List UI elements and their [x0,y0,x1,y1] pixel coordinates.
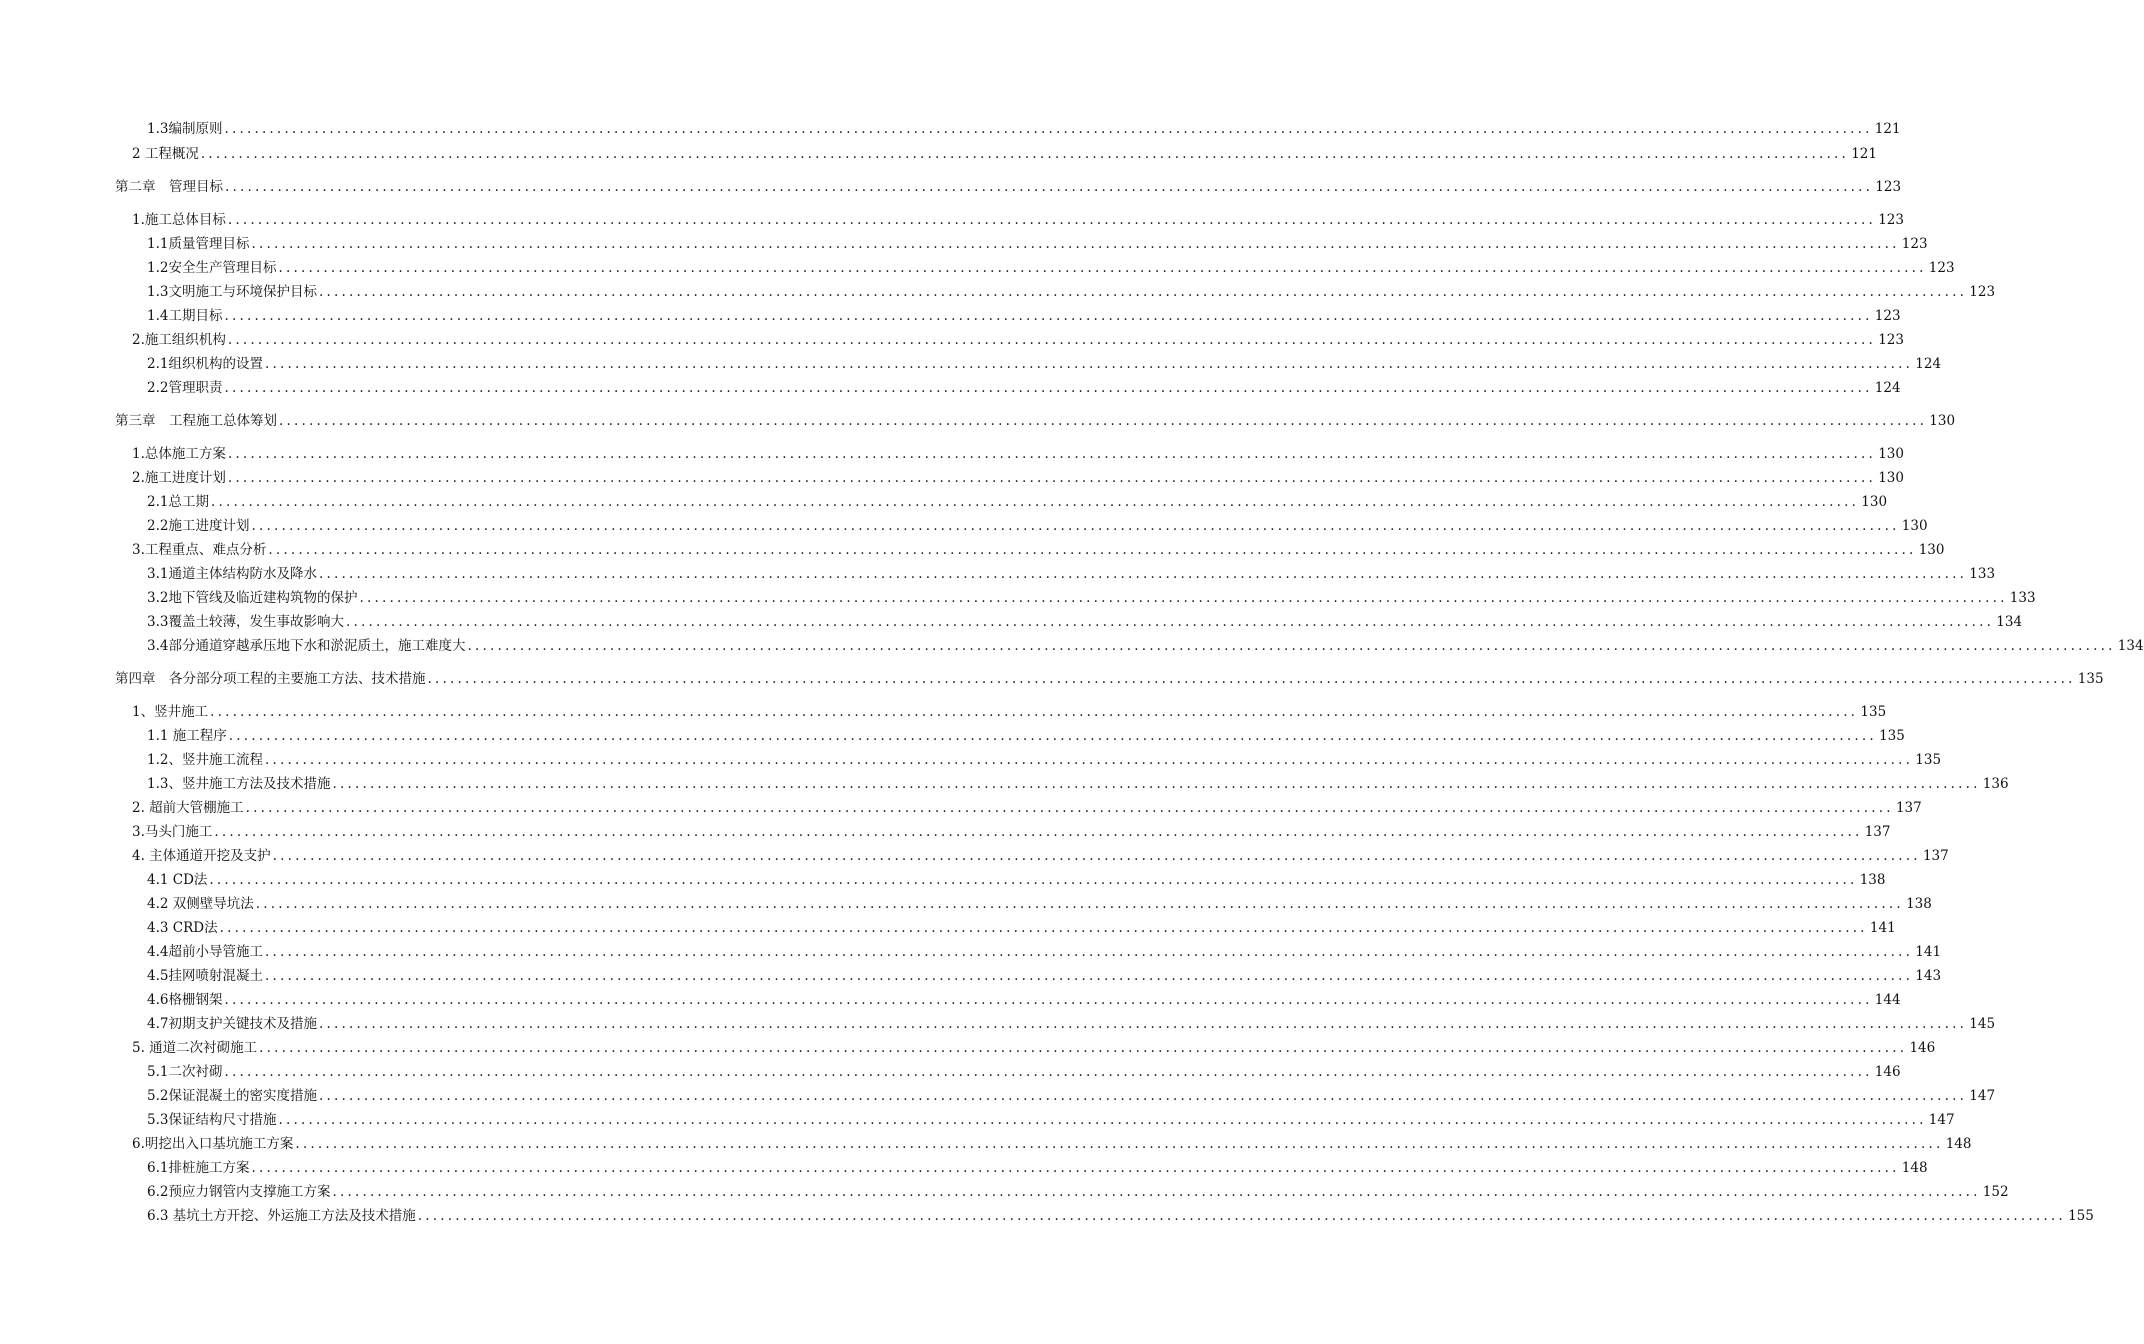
toc-entry-page-number: 146 [1909,1040,1936,1056]
dot-leader: ............................................................................................................................................................................................................................ [318,1016,1968,1032]
toc-entry-page-number: 141 [1915,944,1942,960]
dot-leader: ............................................................................................................................................................................................................................ [251,236,1900,252]
toc-entry-page-number: 135 [1915,752,1942,768]
toc-entry-page-number: 138 [1906,896,1932,912]
dot-leader: ............................................................................................................................................................................................................................ [227,470,1876,486]
dot-leader: ............................................................................................................................................................................................................................ [318,1088,1968,1104]
toc-entry[interactable] [147,565,1996,583]
toc-entry-title: 3.4部分通道穿越承压地下水和淤泥质土，施工难度大 [147,638,466,654]
toc-entry-title: 6.1排桩施工方案 [147,1160,250,1176]
toc-entry-page-number: 147 [1969,1088,1996,1104]
dot-leader: ............................................................................................................................................................................................................................ [278,1112,1927,1128]
dot-leader: ............................................................................................................................................................................................................................ [214,824,1863,840]
dot-leader: ............................................................................................................................................................................................................................ [264,752,1914,768]
dot-leader: ............................................................................................................................................................................................................................ [227,212,1876,228]
toc-entry[interactable] [132,541,1945,559]
toc-entry[interactable] [147,283,1996,301]
toc-entry-page-number: 121 [1874,121,1901,137]
toc-entry[interactable] [147,919,1896,937]
toc-entry[interactable] [147,895,1932,913]
toc-entry-title: 3.1通道主体结构防水及降水 [147,566,317,582]
dot-leader: ............................................................................................................................................................................................................................ [359,590,2008,606]
toc-entry-page-number: 136 [1982,776,2009,792]
toc-entry[interactable] [147,1159,1928,1177]
toc-entry-page-number: 148 [1945,1136,1972,1152]
toc-entry-page-number: 141 [1869,920,1896,936]
toc-entry-page-number: 155 [2068,1208,2094,1224]
toc-entry[interactable] [147,307,1901,325]
dot-leader: ............................................................................................................................................................................................................................ [210,704,1859,720]
toc-entry-page-number: 137 [1922,848,1949,864]
toc-entry-page-number: 130 [1878,470,1904,486]
toc-entry-title: 3.工程重点、难点分析 [132,542,267,558]
toc-entry[interactable] [115,412,1956,430]
toc-entry-page-number: 123 [1901,236,1928,252]
toc-entry-page-number: 123 [1878,332,1904,348]
toc-entry-page-number: 130 [1918,542,1945,558]
toc-entry-title: 3.2地下管线及临近建构筑物的保护 [147,590,358,606]
toc-entry-page-number: 124 [1874,380,1901,396]
toc-entry-page-number: 123 [1878,212,1904,228]
toc-entry-title: 2.施工组织机构 [132,332,226,348]
toc-entry[interactable] [132,703,1887,721]
toc-entry-page-number: 144 [1874,992,1901,1008]
toc-entry-title: 1.3文明施工与环境保护目标 [147,284,317,300]
dot-leader: ............................................................................................................................................................................................................................ [200,146,1849,162]
toc-entry-page-number: 143 [1915,968,1942,984]
toc-entry-page-number: 133 [2009,590,2036,606]
toc-entry-page-number: 123 [1875,179,1902,195]
toc-entry[interactable] [132,469,1904,487]
toc-entry[interactable] [147,613,2023,631]
dot-leader: ............................................................................................................................................................................................................................ [295,1136,1944,1152]
dot-leader: ............................................................................................................................................................................................................................ [224,308,1873,324]
toc-entry[interactable] [147,493,1888,511]
toc-entry-title: 5.2保证混凝土的密实度措施 [147,1088,317,1104]
toc-entry-page-number: 137 [1864,824,1891,840]
toc-entry[interactable] [147,1183,2009,1201]
toc-entry-title: 4.5挂网喷射混凝土 [147,968,263,984]
dot-leader: ............................................................................................................................................................................................................................ [245,800,1894,816]
dot-leader: ............................................................................................................................................................................................................................ [210,494,1860,510]
dot-leader: ............................................................................................................................................................................................................................ [278,260,1927,276]
toc-entry[interactable] [132,799,1922,817]
dot-leader: ............................................................................................................................................................................................................................ [224,380,1873,396]
toc-entry-page-number: 138 [1859,872,1886,888]
toc-entry[interactable] [132,445,1904,463]
dot-leader: ............................................................................................................................................................................................................................ [417,1208,2066,1224]
toc-entry[interactable] [147,259,1955,277]
toc-entry[interactable] [147,727,1905,745]
toc-entry[interactable] [132,145,1877,163]
toc-entry[interactable] [147,991,1901,1009]
toc-entry[interactable] [115,178,1902,196]
toc-entry-title: 第三章 工程施工总体筹划 [115,413,277,429]
toc-entry-title: 4.2 双侧壁导坑法 [147,896,254,912]
toc-entry-title: 1.2安全生产管理目标 [147,260,277,276]
toc-entry[interactable] [147,751,1942,769]
dot-leader: ............................................................................................................................................................................................................................ [268,542,1917,558]
toc-entry[interactable] [147,775,2009,793]
toc-entry-title: 2.2管理职责 [147,380,223,396]
dot-leader: ............................................................................................................................................................................................................................ [332,1184,1981,1200]
dot-leader: ............................................................................................................................................................................................................................ [224,121,1873,137]
toc-entry-page-number: 130 [1929,413,1956,429]
dot-leader: ............................................................................................................................................................................................................................ [318,566,1968,582]
toc-entry[interactable] [147,1207,2094,1225]
toc-entry[interactable] [147,379,1901,397]
toc-entry-title: 2. 超前大管棚施工 [132,800,244,816]
toc-entry-title: 6.明挖出入口基坑施工方案 [132,1136,294,1152]
toc-entry[interactable] [132,1135,1972,1153]
dot-leader: ............................................................................................................................................................................................................................ [264,968,1914,984]
toc-entry[interactable] [147,871,1886,889]
dot-leader: ............................................................................................................................................................................................................................ [228,728,1877,744]
toc-entry-page-number: 121 [1851,146,1877,162]
toc-entry-page-number: 134 [2117,638,2144,654]
dot-leader: ............................................................................................................................................................................................................................ [279,413,1928,429]
dot-leader: ............................................................................................................................................................................................................................ [264,944,1914,960]
toc-entry-page-number: 123 [1874,308,1901,324]
toc-entry-title: 1.3、竖井施工方法及技术措施 [147,776,331,792]
toc-entry-page-number: 123 [1928,260,1955,276]
toc-entry-title: 6.3 基坑土方开挖、外运施工方法及技术措施 [147,1208,416,1224]
toc-entry[interactable] [147,637,2144,655]
toc-entry[interactable] [132,331,1904,349]
toc-entry-page-number: 145 [1969,1016,1996,1032]
toc-entry-page-number: 123 [1969,284,1996,300]
toc-entry-title: 4.1 CD法 [147,872,208,888]
dot-leader: ............................................................................................................................................................................................................................ [225,179,1874,195]
toc-entry-page-number: 130 [1878,446,1904,462]
toc-entry-title: 4.4超前小导管施工 [147,944,263,960]
toc-entry[interactable] [132,847,1949,865]
toc-entry[interactable] [147,1111,1955,1129]
dot-leader: ............................................................................................................................................................................................................................ [227,332,1876,348]
toc-entry-title: 3.马头门施工 [132,824,213,840]
toc-entry-title: 3.3覆盖土较薄，发生事故影响大 [147,614,344,630]
dot-leader: ............................................................................................................................................................................................................................ [227,446,1876,462]
toc-entry-title: 2 工程概况 [132,146,199,162]
toc-entry-title: 1.2、竖井施工流程 [147,752,263,768]
dot-leader: ............................................................................................................................................................................................................................ [224,1064,1873,1080]
toc-entry-page-number: 152 [1982,1184,2009,1200]
toc-entry-title: 5.1二次衬砌 [147,1064,223,1080]
toc-entry-page-number: 148 [1901,1160,1928,1176]
dot-leader: ............................................................................................................................................................................................................................ [332,776,1981,792]
toc-entry-title: 1.3编制原则 [147,121,223,137]
toc-entry[interactable] [115,670,2104,688]
toc-entry[interactable] [147,1063,1901,1081]
toc-entry-page-number: 135 [1879,728,1905,744]
dot-leader: ............................................................................................................................................................................................................................ [251,518,1900,534]
toc-entry-title: 1、竖井施工 [132,704,209,720]
dot-leader: ............................................................................................................................................................................................................................ [318,284,1968,300]
toc-entry-title: 6.2预应力钢管内支撑施工方案 [147,1184,331,1200]
toc-entry-page-number: 130 [1901,518,1928,534]
dot-leader: ............................................................................................................................................................................................................................ [219,920,1868,936]
toc-entry-title: 1.施工总体目标 [132,212,226,228]
dot-leader: ............................................................................................................................................................................................................................ [251,1160,1900,1176]
toc-entry-title: 1.4工期目标 [147,308,223,324]
dot-leader: ............................................................................................................................................................................................................................ [209,872,1858,888]
toc-entry[interactable] [147,1087,1996,1105]
toc-entry-title: 第二章 管理目标 [115,179,223,195]
toc-entry-page-number: 146 [1874,1064,1901,1080]
toc-entry-title: 5.3保证结构尺寸措施 [147,1112,277,1128]
toc-entry-page-number: 147 [1928,1112,1955,1128]
toc-entry[interactable] [132,1039,1936,1057]
dot-leader: ............................................................................................................................................................................................................................ [259,1040,1908,1056]
dot-leader: ............................................................................................................................................................................................................................ [264,356,1914,372]
dot-leader: ............................................................................................................................................................................................................................ [345,614,1995,630]
toc-entry-page-number: 133 [1969,566,1996,582]
toc-entry[interactable] [147,517,1928,535]
dot-leader: ............................................................................................................................................................................................................................ [427,671,2076,687]
toc-entry-title: 2.1总工期 [147,494,209,510]
toc-entry[interactable] [147,589,2036,607]
toc-entry[interactable] [132,211,1904,229]
toc-entry[interactable] [147,355,1942,373]
toc-entry-title: 2.施工进度计划 [132,470,226,486]
toc-entry-page-number: 135 [2077,671,2104,687]
toc-entry-page-number: 137 [1895,800,1922,816]
toc-entry[interactable] [147,967,1942,985]
toc-entry-page-number: 130 [1861,494,1888,510]
dot-leader: ............................................................................................................................................................................................................................ [467,638,2116,654]
toc-entry-page-number: 134 [1996,614,2023,630]
toc-entry-title: 2.1组织机构的设置 [147,356,263,372]
toc-entry-title: 4.6格栅钢架 [147,992,223,1008]
toc-entry[interactable] [132,823,1891,841]
dot-leader: ............................................................................................................................................................................................................................ [224,992,1873,1008]
toc-entry-title: 1.1 施工程序 [147,728,227,744]
toc-entry-title: 4.3 CRD法 [147,920,218,936]
toc-entry-title: 1.总体施工方案 [132,446,226,462]
toc-entry-page-number: 135 [1860,704,1887,720]
toc-entry[interactable] [147,943,1942,961]
toc-entry-title: 4. 主体通道开挖及支护 [132,848,271,864]
dot-leader: ............................................................................................................................................................................................................................ [272,848,1921,864]
toc-entry-title: 4.7初期支护关键技术及措施 [147,1016,317,1032]
toc-entry-title: 2.2施工进度计划 [147,518,250,534]
toc-entry-title: 1.1质量管理目标 [147,236,250,252]
toc-entry-page-number: 124 [1915,356,1942,372]
dot-leader: ............................................................................................................................................................................................................................ [255,896,1904,912]
toc-entry[interactable] [147,235,1928,253]
toc-entry[interactable] [147,120,1901,138]
toc-entry-title: 第四章 各分部分项工程的主要施工方法、技术措施 [115,671,426,687]
toc-entry[interactable] [147,1015,1996,1033]
toc-entry-title: 5. 通道二次衬砌施工 [132,1040,258,1056]
